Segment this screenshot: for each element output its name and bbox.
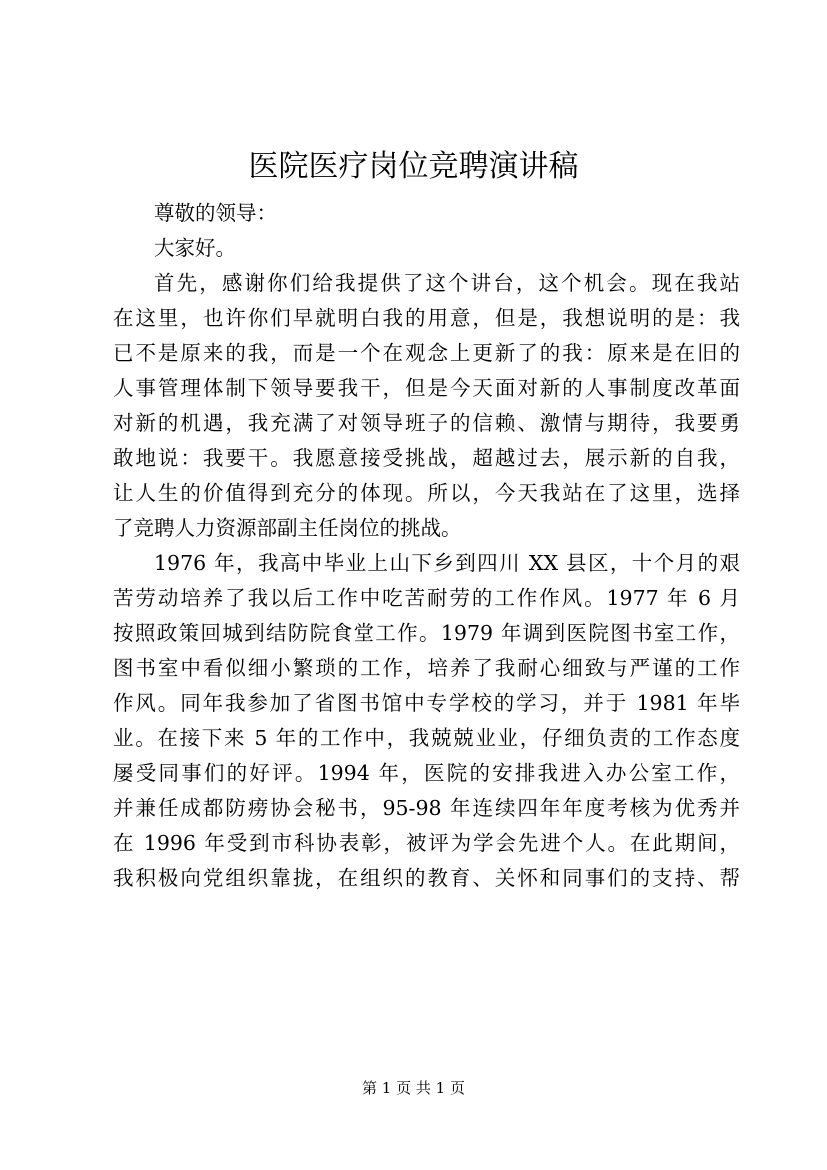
paragraph-line: 我积极向党组织靠拢，在组织的教育、关怀和同事们的支持、帮 (113, 866, 740, 890)
paragraph-line: 苦劳动培养了我以后工作中吃苦耐劳的工作作风。1977 年 6 月 (113, 586, 740, 610)
paragraph-line: 按照政策回城到结防院食堂工作。1979 年调到医院图书室工作， (113, 621, 740, 645)
paragraph-line: 1976 年，我高中毕业上山下乡到四川 XX 县区，十个月的艰 (154, 551, 740, 575)
document-body (113, 196, 740, 896)
paragraph-line: 对新的机遇，我充满了对领导班子的信赖、激情与期待，我要勇 (113, 411, 740, 435)
paragraph-line: 屡受同事们的好评。1994 年，医院的安排我进入办公室工作， (113, 761, 740, 785)
paragraph-line: 敢地说：我要干。我愿意接受挑战，超越过去，展示新的自我， (113, 446, 740, 470)
document-title: 医院医疗岗位竞聘演讲稿 (248, 149, 579, 184)
paragraph-line: 了竞聘人力资源部副主任岗位的挑战。 (113, 516, 462, 540)
paragraph-line: 已不是原来的我，而是一个在观念上更新了的我：原来是在旧的 (113, 341, 740, 365)
paragraph-line: 并兼任成都防痨协会秘书，95-98 年连续四年年度考核为优秀并 (113, 796, 740, 820)
paragraph-line: 人事管理体制下领导要我干，但是今天面对新的人事制度改革面 (113, 376, 740, 400)
paragraph-line: 首先，感谢你们给我提供了这个讲台，这个机会。现在我站 (154, 271, 740, 295)
greeting: 大家好。 (154, 236, 236, 260)
paragraph-1 (113, 266, 740, 546)
page-footer: 第 1 页 共 1 页 (362, 1079, 465, 1097)
salutation: 尊敬的领导： (154, 201, 277, 225)
paragraph-line: 业。在接下来 5 年的工作中，我兢兢业业，仔细负责的工作态度 (113, 726, 740, 750)
paragraph-2 (113, 546, 740, 896)
paragraph-line: 在这里，也许你们早就明白我的用意，但是，我想说明的是：我 (113, 306, 740, 330)
paragraph-line: 图书室中看似细小繁琐的工作，培养了我耐心细致与严谨的工作 (113, 656, 740, 680)
paragraph-line: 作风。同年我参加了省图书馆中专学校的学习，并于 1981 年毕 (113, 691, 740, 715)
paragraph-line: 在 1996 年受到市科协表彰，被评为学会先进个人。在此期间， (113, 831, 740, 855)
paragraph-line: 让人生的价值得到充分的体现。所以，今天我站在了这里，选择 (113, 481, 740, 505)
